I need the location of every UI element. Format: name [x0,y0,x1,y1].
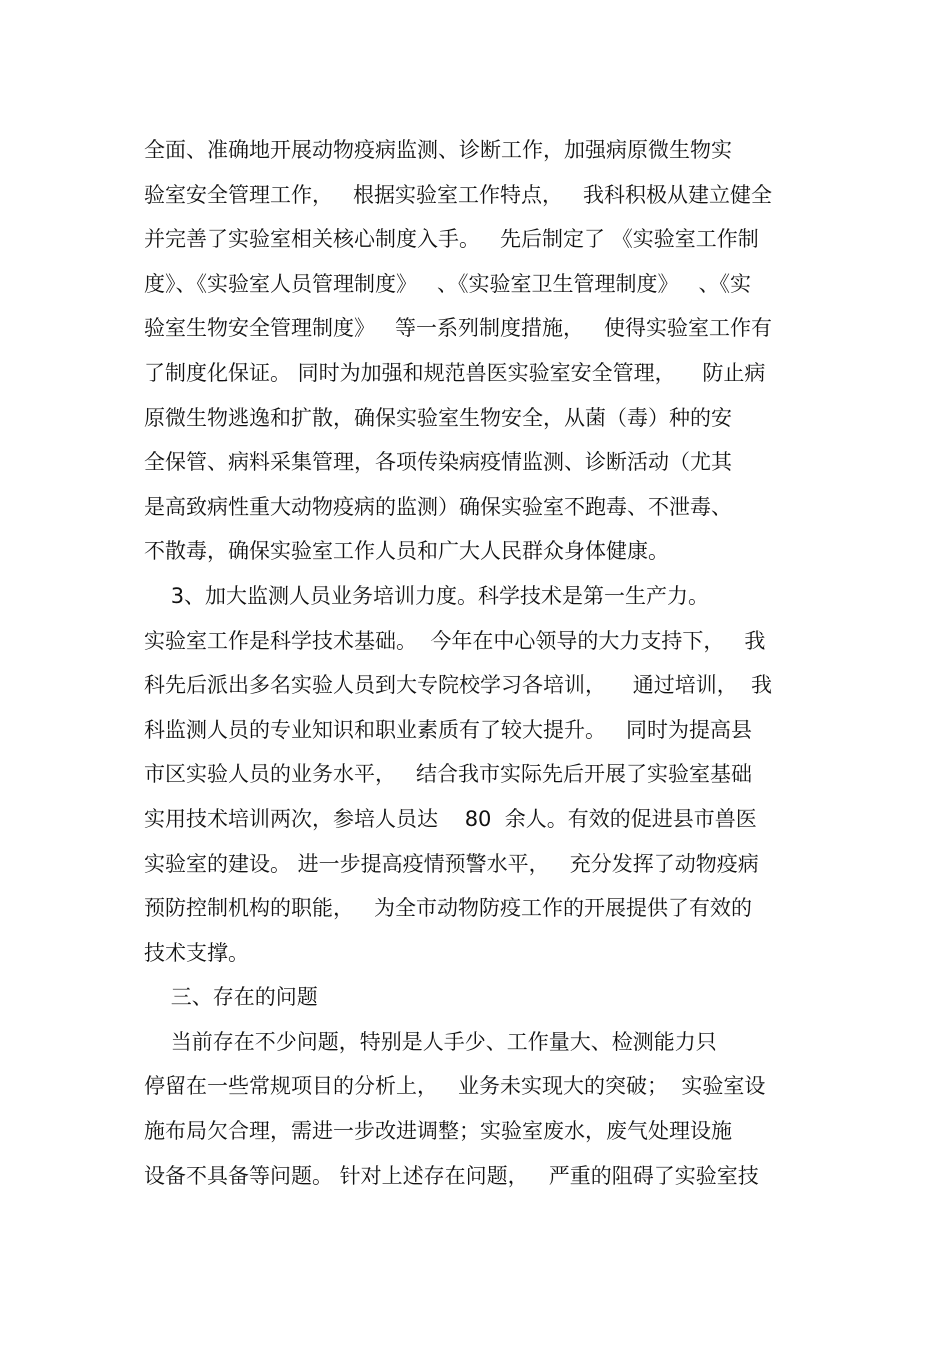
text-line: 并完善了实验室相关核心制度入手。 先后制定了 《实验室工作制 [144,227,759,252]
text-line: 实验室工作是科学技术基础。 今年在中心领导的大力支持下， 我 [144,628,766,653]
body-text [144,128,824,1198]
text-line: 设备不具备等问题。 针对上述存在问题， 严重的阻碍了实验室技 [144,1163,759,1188]
text-line: 科先后派出多名实验人员到大专院校学习各培训， 通过培训， 我 [144,673,773,698]
text-line: 技术支撑。 [144,940,249,965]
text-line: 是高致病性重大动物疫病的监测）确保实验室不跑毒、不泄毒、 [144,494,732,519]
text-line: 科监测人员的专业知识和职业素质有了较大提升。 同时为提高县 [144,717,753,742]
text-line: 验室生物安全管理制度》 等一系列制度措施， 使得实验室工作有 [144,316,773,341]
text-line: 当前存在不少问题，特别是人手少、工作量大、检测能力只 [144,1029,717,1054]
text-line: 度》、《实验室人员管理制度》 、《实验室卫生管理制度》 、《实 [144,271,752,296]
text-line: 全保管、病料采集管理，各项传染病疫情监测、诊断活动（尤其 [144,450,732,475]
section-heading: 三、存在的问题 [144,985,318,1010]
text-line: 验室安全管理工作， 根据实验室工作特点， 我科积极从建立健全 [144,182,773,207]
text-line: 不散毒，确保实验室工作人员和广大人民群众身体健康。 [144,539,669,564]
text-line: 全面、准确地开展动物疫病监测、诊断工作，加强病原微生物实 [144,138,732,162]
text-line: 原微生物逃逸和扩散，确保实验室生物安全，从菌（毒）种的安 [144,405,732,430]
text-line: 实用技术培训两次，参培人员达 80 余人。有效的促进县市兽医 [144,806,757,831]
text-line: 预防控制机构的职能， 为全市动物防疫工作的开展提供了有效的 [144,896,753,921]
text-line: 3、加大监测人员业务培训力度。科学技术是第一生产力。 [144,583,710,608]
text-line: 市区实验人员的业务水平， 结合我市实际先后开展了实验室基础 [144,762,753,787]
text-line: 实验室的建设。 进一步提高疫情预警水平， 充分发挥了动物疫病 [144,851,759,876]
text-line: 停留在一些常规项目的分析上， 业务未实现大的突破； 实验室设 [144,1074,766,1099]
text-line: 了制度化保证。 同时为加强和规范兽医实验室安全管理， 防止病 [144,360,766,385]
text-line: 施布局欠合理，需进一步改进调整；实验室废水，废气处理设施 [144,1119,732,1144]
